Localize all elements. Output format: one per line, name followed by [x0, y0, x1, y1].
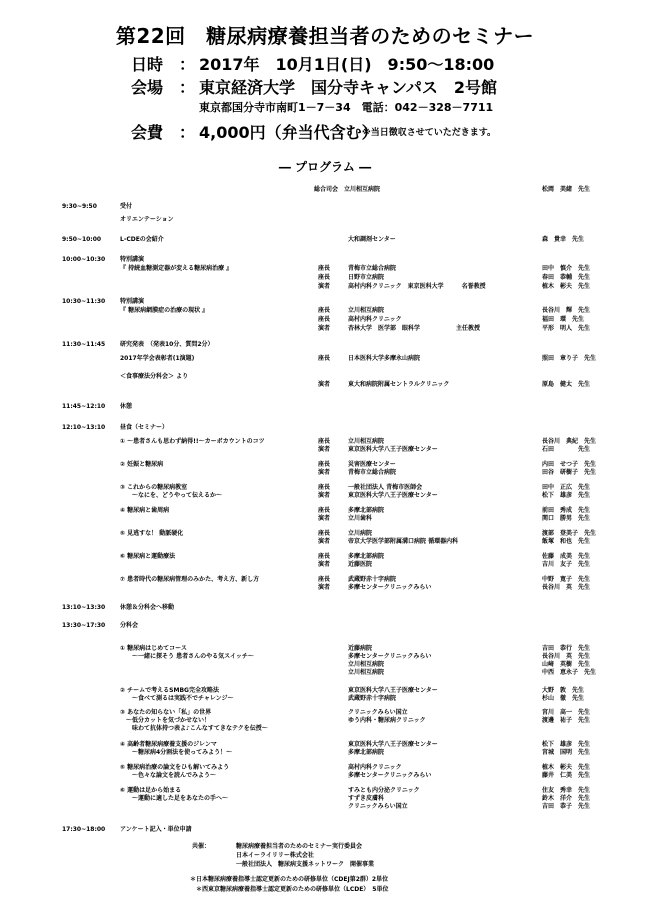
- row-name: 松下 雄彦 先生: [542, 492, 591, 499]
- row-org: 立川相互病院: [348, 661, 385, 668]
- row-name: 植木 彬夫 先生: [542, 283, 591, 290]
- row-title: ③ あなたの知らない「私」の世界: [120, 709, 212, 716]
- program-row: [0, 424, 650, 436]
- row-org: 近藤病院: [348, 645, 373, 652]
- row-name: 山﨑 英樹 先生: [542, 661, 591, 668]
- row-role: 演者: [318, 561, 331, 568]
- row-role: 演者: [318, 538, 331, 545]
- row-org: クリニックみらい国立: [348, 709, 408, 716]
- row-name: 吉田 恭子 先生: [542, 803, 591, 810]
- row-org: 多摩センタークリニックみらい: [348, 653, 432, 660]
- program-row: [0, 604, 650, 616]
- program-row: [0, 622, 650, 634]
- row-org: ゆう内科・糖尿病クリニック: [348, 717, 426, 724]
- row-name: 内田 せつ子 先生: [542, 461, 597, 468]
- row-title: 受付: [120, 203, 133, 210]
- row-name: 長谷川 典紀 先生: [542, 438, 597, 445]
- program-row: [0, 515, 650, 527]
- row-org: 多摩センタークリニックみらい: [348, 584, 432, 591]
- date-label: 日時 ：: [131, 55, 196, 74]
- row-name: 植木 彬夫 先生: [542, 764, 591, 771]
- row-name: 松下 雄彦 先生: [542, 741, 591, 748]
- row-title: 特別講演: [120, 298, 145, 305]
- row-org: 立川相互病院: [348, 307, 385, 314]
- row-title: ～一緒に探そう 患者さんのやる気スイッチ～: [120, 653, 254, 660]
- row-time: 9:50~10:00: [62, 236, 102, 243]
- row-org: 立川相互病院: [348, 438, 385, 445]
- row-title: 2017年学会表彰者(1演題): [120, 355, 195, 362]
- credit-lcde: ＊西東京糖尿病療養指導士認定更新のための研修単位（LCDE） 5単位: [196, 886, 389, 893]
- host-label: 共催：: [192, 843, 211, 850]
- row-org: 東京医科大学八王子医療センター: [348, 492, 438, 499]
- row-name: 福田 環 先生: [542, 316, 585, 323]
- row-name: 長谷川 輝 先生: [542, 307, 591, 314]
- row-org: 一般社団法人 青梅市医師会: [348, 484, 423, 491]
- row-role: 演者: [318, 469, 331, 476]
- row-time: 10:00~10:30: [62, 256, 106, 263]
- row-org: 東京医科大学八王子医療センター: [348, 687, 438, 694]
- row-name: 渡部 登美子 先生: [542, 530, 597, 537]
- date-value: 2017年 10月1日(日) 9:50～18:00: [199, 55, 495, 74]
- row-title: 休憩: [120, 403, 133, 410]
- row-title: ② チームで考えるSMBG完全攻略法: [120, 687, 219, 694]
- row-name: 中西 恵永子 先生: [542, 669, 597, 676]
- row-title: ④ 高齢者糖尿病療養支援のジレンマ: [120, 741, 217, 748]
- row-title: ～色々な論文を読んでみよう～: [120, 772, 217, 779]
- row-time: 13:10~13:30: [62, 604, 106, 611]
- row-name: 照田 章り子 先生: [542, 355, 597, 362]
- row-name: 吉田 恭行 先生: [542, 645, 591, 652]
- row-org: 高村内科クリニック: [348, 764, 402, 771]
- row-title: ～糖尿病4分割法を使ってみよう！～: [120, 749, 233, 756]
- row-org: 日本医科大学多摩永山病院: [348, 355, 421, 362]
- row-title: 研究発表 （発表10分、質問2分）: [120, 341, 214, 348]
- row-role: 演者: [318, 515, 331, 522]
- row-org: 大和調剤センター: [348, 236, 396, 243]
- venue-value: 東京経済大学 国分寺キャンパス 2号館: [199, 78, 498, 97]
- row-time: 11:30~11:45: [62, 341, 106, 348]
- credit-cdej: ＊日本糖尿病療養指導士認定更新のための研修単位（CDEJ第2群）2単位: [190, 876, 389, 883]
- row-title: ⑤ 見逃すな！ 動脈硬化: [120, 530, 184, 537]
- row-title: ① ～患者さんも思わず納得!!～カーボカウントのコツ: [120, 438, 265, 445]
- row-name: 飯塚 和也 先生: [542, 538, 591, 545]
- row-title: ～運動に適した足をあなたの手へ～: [120, 795, 229, 802]
- row-name: 鈴木 洋介 先生: [542, 795, 591, 802]
- row-role: 座長: [318, 530, 331, 537]
- row-time: 13:30~17:30: [62, 622, 106, 629]
- row-name: 春田 恭輔 先生: [542, 274, 591, 281]
- row-org: すずき皮膚科: [348, 795, 385, 802]
- row-title: ⑥ 糖尿病と運動療法: [120, 553, 176, 560]
- row-title: 分科会: [120, 622, 139, 629]
- row-name: 田中 慎介 先生: [542, 265, 591, 272]
- row-name: 住友 秀幸 先生: [542, 787, 591, 794]
- program-heading: ― プログラム ―: [278, 160, 372, 174]
- row-name: 長谷川 英 先生: [542, 653, 591, 660]
- row-org: 東京医科大学八王子医療センター: [348, 446, 438, 453]
- host-line-1: 糖尿病療養担当者のためのセミナー実行委員会: [236, 843, 363, 850]
- row-name: 吉川 友子 先生: [542, 561, 591, 568]
- row-org: 武蔵野赤十字病院: [348, 576, 397, 583]
- row-org: 立川相互病院: [348, 669, 385, 676]
- host-line-2: 日本イーライリリー株式会社: [236, 852, 314, 859]
- row-name: 宮川 高一 先生: [542, 709, 591, 716]
- program-row: [0, 538, 650, 550]
- row-org: すみとも内分泌クリニック: [348, 787, 420, 794]
- row-role: 演者: [318, 584, 331, 591]
- row-title: 昼食（セミナー）: [120, 424, 169, 431]
- row-time: 10:30~11:30: [62, 298, 106, 305]
- row-org: 多摩北部病院: [348, 553, 385, 560]
- fee-label: 会費 ：: [131, 123, 196, 142]
- row-org: 災害医療センター: [348, 461, 396, 468]
- program-row: [0, 669, 650, 681]
- row-role: 座長: [318, 576, 331, 583]
- row-name: 長谷川 英 先生: [542, 584, 591, 591]
- program-row: [0, 446, 650, 458]
- program-row: [0, 826, 650, 838]
- row-title: ⑦ 患者時代の糖尿病管理のみかた、考え方、新し方: [120, 576, 260, 583]
- row-time: 11:45~12:10: [62, 403, 106, 410]
- row-name: 前田 秀成 先生: [542, 507, 591, 514]
- row-role: 座長: [318, 307, 331, 314]
- row-org: 多摩センタークリニックみらい: [348, 772, 432, 779]
- row-role: 座長: [318, 553, 331, 560]
- row-role: 座長: [318, 461, 331, 468]
- row-role: 座長: [318, 316, 331, 323]
- row-org: クリニックみらい国立: [348, 803, 408, 810]
- row-name: 原島 健太 先生: [542, 381, 591, 388]
- row-name: 石田 先生: [542, 446, 591, 453]
- row-org: 多摩北部病院: [348, 749, 385, 756]
- row-name: 田中 正広 先生: [542, 484, 591, 491]
- program-row: [0, 355, 650, 367]
- row-title: ～食べて測るは実践不でチャレンジ～: [120, 695, 234, 702]
- row-org: 多摩北部病院: [348, 507, 385, 514]
- row-role: 演者: [318, 492, 331, 499]
- row-role: 座長: [318, 484, 331, 491]
- row-title: ⑤ 糖尿病治療の論文をひも解いてみよう: [120, 764, 230, 771]
- program-row: [0, 584, 650, 596]
- row-title: 味わて抗体持つ表よ♪こんなすてきなテクを伝授～: [120, 725, 268, 732]
- row-role: 演者: [318, 381, 331, 388]
- moderator-name: 松岡 美緒 先生: [542, 186, 591, 193]
- row-time: 12:10~13:10: [62, 424, 106, 431]
- program-row: [0, 325, 650, 337]
- program-row: [0, 203, 650, 215]
- row-name: 杉山 徹 先生: [542, 695, 585, 702]
- row-org: 立川病院: [348, 530, 373, 537]
- venue-address: 東京都国分寺市南町1－7－34 電話：042－328－7711: [199, 101, 494, 114]
- row-role: 演者: [318, 283, 331, 290]
- program-row: [0, 216, 650, 228]
- fee-note: ※当日徴収させていただきます。: [362, 128, 497, 138]
- row-title: ③ これからの糖尿病教室: [120, 484, 188, 491]
- host-line-3: 一般社団法人 糖尿病支援ネットワーク 開催事業: [236, 861, 375, 868]
- row-time: 17:30~18:00: [62, 826, 106, 833]
- row-title: ＜食事療法分科会＞ より: [120, 373, 189, 380]
- program-row: [0, 283, 650, 295]
- program-row: [0, 725, 650, 737]
- row-role: 座長: [318, 438, 331, 445]
- page-title: 第22回 糖尿病療養担当者のためのセミナー: [115, 24, 535, 48]
- fee-value: 4,000円（弁当代含む）: [199, 123, 378, 142]
- row-title: 『 糖尿病網膜症の治療の現状 』: [120, 307, 209, 314]
- row-org: 杏林大学 医学部 眼科学 主任教授: [348, 325, 481, 332]
- row-name: 渡邊 祐子 先生: [542, 717, 591, 724]
- row-org: 近藤医院: [348, 561, 373, 568]
- row-title: アンケート記入・単位申請: [120, 826, 192, 833]
- row-role: 座長: [318, 355, 331, 362]
- row-title: L-CDEの会紹介: [120, 236, 164, 243]
- program-row: [0, 492, 650, 504]
- row-name: 中野 寛子 先生: [542, 576, 591, 583]
- row-org: 帝京大学医学部附属溝口病院 循環器内科: [348, 538, 459, 545]
- program-row: [0, 236, 650, 248]
- row-title: ④ 糖尿病と歯周病: [120, 507, 170, 514]
- row-title: オリエンテーション: [120, 216, 174, 223]
- row-role: 演者: [318, 446, 331, 453]
- row-title: ⑥ 運動は足から始まる: [120, 787, 182, 794]
- row-name: 藤井 仁美 先生: [542, 772, 591, 779]
- program-row: [0, 772, 650, 784]
- program-row: [0, 341, 650, 353]
- row-org: 青梅市立総合病院: [348, 265, 397, 272]
- row-org: 武蔵野赤十字病院: [348, 695, 397, 702]
- row-title: 特別講演: [120, 256, 145, 263]
- program-row: [0, 469, 650, 481]
- program-row: [0, 749, 650, 761]
- program-row: [0, 803, 650, 815]
- venue-label: 会場 ：: [131, 78, 196, 97]
- row-name: 大野 敦 先生: [542, 687, 585, 694]
- program-row: [0, 403, 650, 415]
- row-role: 座長: [318, 265, 331, 272]
- row-name: 平形 明人 先生: [542, 325, 591, 332]
- row-title: ② 妊娠と糖尿病: [120, 461, 164, 468]
- row-org: 日野市立病院: [348, 274, 385, 281]
- row-time: 9:30~9:50: [62, 203, 97, 210]
- row-org: 高村内科クリニック 東京医科大学 名誉教授: [348, 283, 486, 290]
- row-name: 関口 勝男 先生: [542, 515, 591, 522]
- row-title: ～低分カットを気づかせない！: [120, 717, 210, 724]
- row-role: 演者: [318, 325, 331, 332]
- row-org: 高村内科クリニック: [348, 316, 402, 323]
- row-org: 東京医科大学八王子医療センター: [348, 741, 438, 748]
- row-name: 田谷 研樹子 先生: [542, 469, 597, 476]
- row-name: 宮城 国明 先生: [542, 749, 591, 756]
- row-role: 座長: [318, 274, 331, 281]
- row-org: 立川歯科: [348, 515, 373, 522]
- program-row: [0, 695, 650, 707]
- row-name: 佐藤 成美 先生: [542, 553, 591, 560]
- row-title: ① 糖尿病はじめてコース: [120, 645, 187, 652]
- row-title: 『 持続血糖測定器が変える糖尿病治療 』: [120, 265, 233, 272]
- row-title: 休憩＆分科会へ移動: [120, 604, 175, 611]
- moderator-label: 総合司会 立川相互病院: [314, 186, 381, 193]
- program-row: [0, 561, 650, 573]
- program-row: [0, 381, 650, 393]
- row-org: 青梅市立総合病院: [348, 469, 397, 476]
- row-title: ～なにを、どうやって伝えるか～: [120, 492, 223, 499]
- row-role: 座長: [318, 507, 331, 514]
- row-org: 東大和病院附属セントラルクリニック: [348, 381, 450, 388]
- row-name: 森 貴幸 先生: [542, 236, 585, 243]
